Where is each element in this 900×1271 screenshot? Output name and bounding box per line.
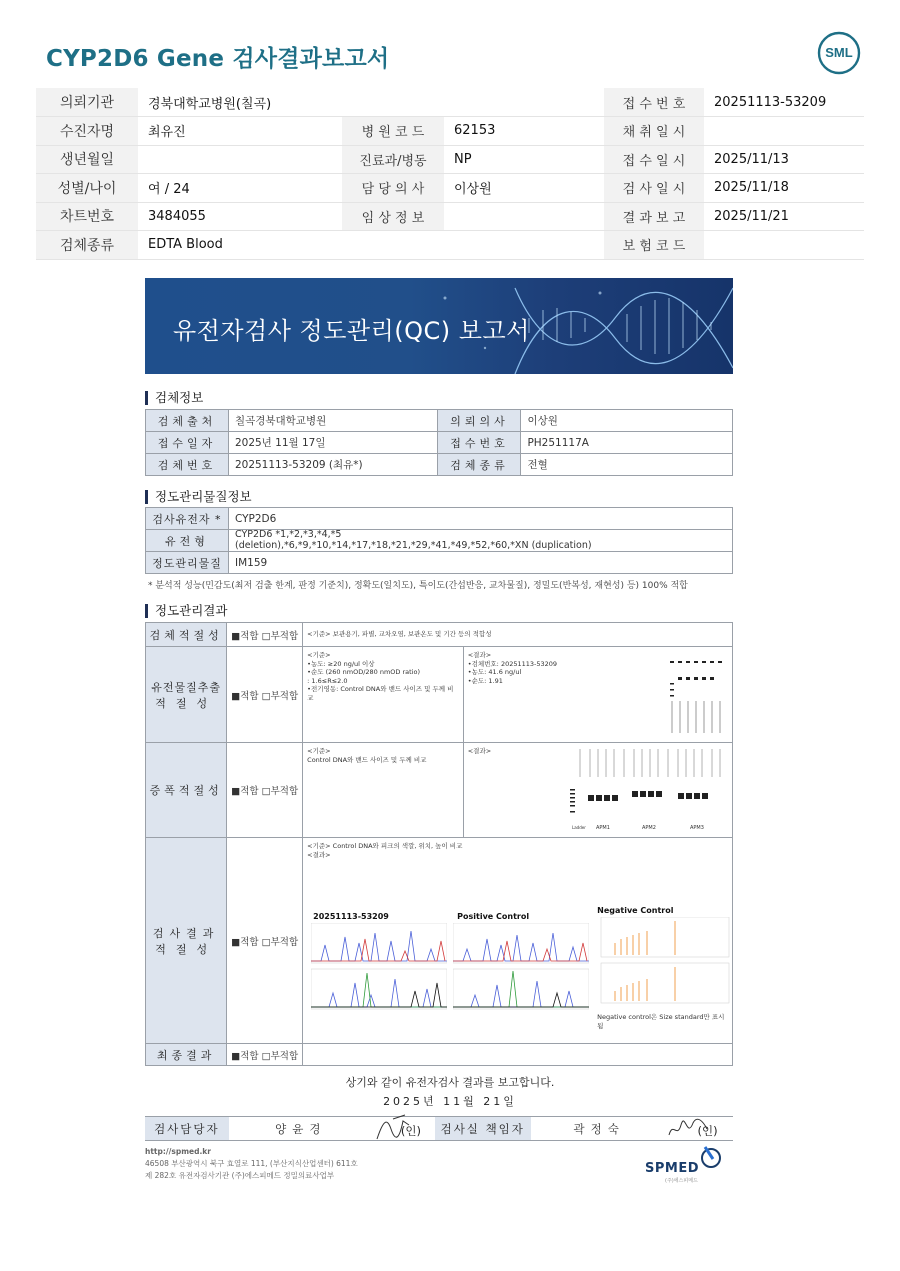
chart-value: 3484055 <box>138 202 342 231</box>
result-suitability-line2: 적절성 <box>155 942 218 956</box>
qc-receipt-no-label: 접수번호 <box>438 432 521 454</box>
sml-logo <box>816 30 862 76</box>
spmed-logo-subtext: (주)에스피메드 <box>665 1178 698 1184</box>
tester-signature <box>373 1117 435 1141</box>
fail-mark: □부적합 <box>261 630 299 642</box>
specimen-info-table <box>145 409 733 476</box>
tester-label: 검사담당자 <box>145 1117 229 1141</box>
criteria-item: Control DNA와 밴드 사이즈 및 두께 비교 <box>307 755 427 764</box>
closing-statement: 상기와 같이 유전자검사 결과를 보고합니다. <box>345 1076 555 1089</box>
result-title: <결과> <box>467 747 492 755</box>
final-result-check <box>227 1044 303 1066</box>
sexage-value: 여 / 24 <box>138 174 342 203</box>
extraction-check <box>227 647 303 743</box>
genotype-label: 유전형 <box>146 530 229 552</box>
specimen-suitability-label: 검체적절성 <box>146 623 227 647</box>
name-label: 수진자명 <box>36 117 138 146</box>
manager-name: 곽정숙 <box>531 1117 668 1141</box>
electropherogram-sample <box>311 923 447 1013</box>
extraction-label-line1: 유전물질추출 <box>151 680 222 694</box>
panel-negative-title: Negative Control <box>597 906 674 915</box>
specimen-type-label: 검체종류 <box>438 454 521 476</box>
amplification-result <box>463 743 732 838</box>
pass-mark: ■적합 <box>231 786 259 797</box>
insurance-value <box>704 231 864 260</box>
result-title: <결과> <box>467 651 492 659</box>
fail-mark: □부적합 <box>261 690 299 702</box>
sexage-label: 성별/나이 <box>36 174 138 203</box>
manager-label: 검사실 책임자 <box>435 1117 531 1141</box>
lane-label-apm3: APM3 <box>689 825 704 831</box>
extraction-criteria <box>303 647 464 743</box>
negative-control-caption: Negative control은 Size standard만 표시됨 <box>597 1013 725 1030</box>
performance-note: * 분석적 성능(민감도(최저 검출 한계, 판정 기준치), 정확도(일치도), 특이도(간섭반응, 교차물질), 정밀도(반복성, 재현성) 등) 100% 적합 <box>148 581 688 591</box>
amplification-check <box>227 743 303 838</box>
gene-value: CYP2D6 <box>228 508 732 530</box>
test-date-value: 2025/11/18 <box>704 174 864 203</box>
pass-mark: ■적합 <box>231 690 259 702</box>
institution-label: 의뢰기관 <box>36 88 138 117</box>
fail-mark: □부적합 <box>261 1050 299 1062</box>
material-value: IM159 <box>228 552 732 574</box>
receipt-no-label: 접 수 번 호 <box>604 88 704 117</box>
result-suitability-content <box>303 838 733 1044</box>
qc-receipt-no-value: PH251117A <box>521 432 733 454</box>
pass-mark: ■적합 <box>231 1050 259 1062</box>
criteria-item: : 1.6≤R≤2.0 <box>307 676 348 685</box>
source-value: 칠곡경북대학교병원 <box>228 410 438 432</box>
clinical-value <box>444 202 604 231</box>
qc-material-table <box>145 507 733 574</box>
tester-name: 양윤경 <box>229 1117 373 1141</box>
sml-logo-text: SML <box>825 45 853 60</box>
result-title: <결과> <box>307 850 331 859</box>
extraction-suitability-label <box>146 647 227 743</box>
result-suitability-label <box>146 838 227 1044</box>
specimen-value: EDTA Blood <box>138 231 604 260</box>
result-item: •농도: 41.6 ng/ul <box>467 668 522 676</box>
collect-date-value <box>704 117 864 146</box>
specimen-suitability-check <box>227 623 303 647</box>
panel-positive-title: Positive Control <box>457 912 530 921</box>
spmed-logo-text: SPMED <box>645 1161 699 1176</box>
report-date-label: 결 과 보 고 <box>604 202 704 231</box>
report-title: CYP2D6 Gene 검사결과보고서 <box>46 46 390 72</box>
signature-table <box>145 1116 733 1141</box>
result-item: •순도: 1.91 <box>467 676 503 685</box>
pass-mark: ■적합 <box>231 936 259 948</box>
final-result-blank <box>303 1044 733 1066</box>
panel-sample-title: 20251113-53209 <box>313 912 389 921</box>
footer-url[interactable]: http://spmed.kr <box>145 1147 211 1156</box>
criteria-title: <기준> <box>307 651 331 659</box>
criteria-text: <기준> Control DNA와 피크의 색깔, 위치, 높이 비교 <box>307 842 463 850</box>
test-date-label: 검 사 일 시 <box>604 174 704 203</box>
receipt-date-value: 2025/11/13 <box>704 145 864 174</box>
hospcode-value: 62153 <box>444 117 604 146</box>
fail-mark: □부적합 <box>261 936 299 948</box>
final-result-label: 최종결과 <box>146 1044 227 1066</box>
extraction-result <box>463 647 732 743</box>
ladder-label: Ladder <box>571 825 586 830</box>
qc-banner <box>145 278 733 374</box>
physician-value: 이상원 <box>521 410 733 432</box>
institution-value: 경북대학교병원(칠곡) <box>138 88 604 117</box>
tester-seal: (인) <box>400 1124 422 1138</box>
qc-receipt-date-value: 2025년 11월 17일 <box>228 432 438 454</box>
genotype-line-2: (deletion),*6,*9,*10,*14,*17,*18,*21,*29,*41,*49,*52,*60,*XN (duplication) <box>234 539 592 551</box>
doctor-label: 담 당 의 사 <box>342 174 444 203</box>
footer-address: 46508 부산광역시 북구 효열로 111, (부산지식산업센터) 611호 <box>145 1159 358 1168</box>
specimen-label: 검체종류 <box>36 231 138 260</box>
result-suitability-line1: 검사결과 <box>152 926 220 940</box>
dob-label: 생년월일 <box>36 145 138 174</box>
extraction-label-line2: 적절성 <box>155 696 218 710</box>
dept-label: 진료과/병동 <box>342 145 444 174</box>
footer-license: 제 282호 유전자검사기관 (주)에스피메드 정밀의료사업부 <box>145 1171 335 1180</box>
dept-value: NP <box>444 145 604 174</box>
criteria-title: <기준> <box>307 747 331 755</box>
chart-label: 차트번호 <box>36 202 138 231</box>
lane-label-apm2: APM2 <box>641 825 656 831</box>
report-date-value: 2025/11/21 <box>704 202 864 231</box>
material-label: 정도관리물질 <box>146 552 229 574</box>
doctor-value: 이상원 <box>444 174 604 203</box>
result-item: •검체번호: 20251113-53209 <box>467 659 558 668</box>
physician-label: 의뢰의사 <box>438 410 521 432</box>
footer <box>145 1146 358 1182</box>
clinical-label: 임 상 정 보 <box>342 202 444 231</box>
result-suitability-check <box>227 838 303 1044</box>
specimen-no-label: 검체번호 <box>146 454 229 476</box>
specimen-no-value: 20251113-53209 (최유*) <box>228 454 438 476</box>
gene-label: 검사유전자 * <box>146 508 229 530</box>
insurance-label: 보 험 코 드 <box>604 231 704 260</box>
amplification-suitability-label: 증폭적절성 <box>146 743 227 838</box>
collect-date-label: 채 취 일 시 <box>604 117 704 146</box>
name-value: 최유진 <box>138 117 342 146</box>
qc-banner-title: 유전자검사 정도관리(QC) 보고서 <box>173 317 530 345</box>
manager-seal: (인) <box>697 1124 718 1138</box>
qc-report <box>145 278 733 374</box>
criteria-item: •농도: ≥20 ng/ul 이상 <box>307 659 375 668</box>
criteria-item: •순도 (260 nmOD/280 nmOD ratio) <box>307 668 421 676</box>
qc-results-section-title: 정도관리결과 <box>145 604 227 618</box>
specimen-suitability-criteria: <기준> 보관용기, 파별, 교차오염, 보관온도 및 기간 등의 적합성 <box>303 623 733 647</box>
qc-receipt-date-label: 접수일자 <box>146 432 229 454</box>
electropherogram-negative <box>595 917 731 1013</box>
report-date: 2025년 11월 21일 <box>383 1095 517 1108</box>
lane-label-apm1: APM1 <box>595 825 610 831</box>
fail-mark: □부적합 <box>261 786 299 797</box>
source-label: 검체출처 <box>146 410 229 432</box>
specimen-type-value: 전혈 <box>521 454 733 476</box>
spmed-logo-mark <box>697 1143 725 1169</box>
amplification-criteria <box>303 743 464 838</box>
specimen-info-section-title: 검체정보 <box>145 391 203 405</box>
amplification-gel-image <box>568 747 733 833</box>
receipt-date-label: 접 수 일 시 <box>604 145 704 174</box>
dob-value <box>138 145 342 174</box>
extraction-gel-image <box>666 653 726 735</box>
electropherogram-positive <box>453 923 589 1013</box>
manager-signature <box>667 1117 733 1141</box>
qc-material-section-title: 정도관리물질정보 <box>145 490 252 504</box>
receipt-no-value: 20251113-53209 <box>704 88 864 117</box>
hospcode-label: 병 원 코 드 <box>342 117 444 146</box>
qc-results-table <box>145 622 733 1066</box>
genotype-line-1: CYP2D6 *1,*2,*3,*4,*5 <box>234 529 342 540</box>
pass-mark: ■적합 <box>231 630 259 642</box>
criteria-item: •전기영동: Control DNA와 밴드 사이즈 및 두께 비교 <box>307 685 454 702</box>
patient-info-table <box>36 88 864 260</box>
